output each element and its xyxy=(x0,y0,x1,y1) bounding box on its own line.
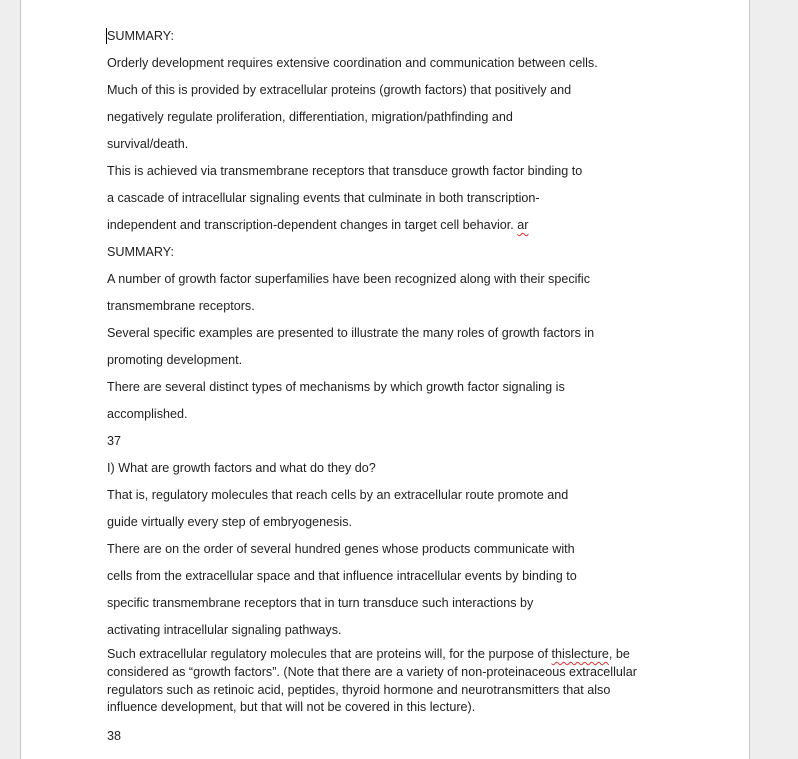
line-text: This is achieved via transmembrane receptors that transduce growth factor binding to xyxy=(107,164,583,178)
paragraph-line[interactable] xyxy=(107,539,687,566)
line-text: 38 xyxy=(107,729,122,744)
section-heading[interactable] xyxy=(107,458,687,485)
paragraph-line[interactable] xyxy=(107,134,687,161)
line-text: cells from the extracellular space and that influence intracellular events by binding to xyxy=(107,569,577,583)
paragraph-line[interactable] xyxy=(107,566,687,593)
line-text: activating intracellular signaling pathways. xyxy=(107,623,342,637)
paragraph-line[interactable] xyxy=(107,107,687,134)
paragraph-line: considered as “growth factors”. (Note that there are a variety of non-proteinaceous extracellular xyxy=(107,664,637,679)
line-text: , be xyxy=(608,647,630,661)
paragraph-line[interactable] xyxy=(107,620,687,644)
document-page[interactable] xyxy=(20,0,750,759)
paragraph-line[interactable] xyxy=(107,512,687,539)
line-text: Much of this is provided by extracellular proteins (growth factors) that positively and xyxy=(107,83,572,97)
line-text: That is, regulatory molecules that reach cells by an extracellular route promote and xyxy=(107,488,569,502)
misspelled-word[interactable]: thislecture xyxy=(551,647,609,661)
line-text: specific transmembrane receptors that in turn transduce such interactions by xyxy=(107,596,534,610)
paragraph-line: influence development, but that will not be covered in this lecture). xyxy=(107,700,476,715)
paragraph-line[interactable] xyxy=(107,269,687,296)
paragraph-line[interactable] xyxy=(107,161,687,188)
heading-text: SUMMARY: xyxy=(107,29,174,43)
line-text: guide virtually every step of embryogenesis. xyxy=(107,515,353,529)
paragraph-line[interactable] xyxy=(107,80,687,107)
final-paragraph[interactable] xyxy=(107,646,672,717)
line-text: negatively regulate proliferation, differentiation, migration/pathfinding and xyxy=(107,110,513,124)
paragraph-line[interactable] xyxy=(107,485,687,512)
heading-summary-2[interactable] xyxy=(107,242,687,269)
paragraph-line[interactable] xyxy=(107,323,687,350)
paragraph-line[interactable] xyxy=(107,188,687,215)
line-text: I) What are growth factors and what do they do? xyxy=(107,461,376,475)
paragraph-line: regulators such as retinoic acid, peptides, thyroid hormone and neurotransmitters that also xyxy=(107,682,611,697)
paragraph-line[interactable] xyxy=(107,296,687,323)
paragraph-line[interactable] xyxy=(107,593,687,620)
misspelled-word[interactable]: ar xyxy=(517,218,529,232)
line-text: Such extracellular regulatory molecules that are proteins will, for the purpose of xyxy=(107,647,552,661)
line-text: Orderly development requires extensive coordination and communication between cells. xyxy=(107,56,598,70)
line-text: There are on the order of several hundred genes whose products communicate with xyxy=(107,542,575,556)
line-text: accomplished. xyxy=(107,407,188,421)
line-text: transmembrane receptors. xyxy=(107,299,255,313)
line-text: promoting development. xyxy=(107,353,243,367)
paragraph-line[interactable] xyxy=(107,404,687,431)
line-text: independent and transcription-dependent changes in target cell behavior. xyxy=(107,218,518,232)
paragraph-line xyxy=(107,646,672,664)
heading-summary-1[interactable] xyxy=(107,26,687,53)
paragraph-line[interactable] xyxy=(107,53,687,80)
paragraph-line[interactable] xyxy=(107,215,687,242)
line-text: There are several distinct types of mechanisms by which growth factor signaling is xyxy=(107,380,565,394)
paragraph-line[interactable] xyxy=(107,350,687,377)
heading-text: SUMMARY: xyxy=(107,245,174,259)
page-number-37[interactable] xyxy=(107,431,687,458)
line-text: a cascade of intracellular signaling events that culminate in both transcription- xyxy=(107,191,540,205)
line-text: Several specific examples are presented to illustrate the many roles of growth factors in xyxy=(107,326,595,340)
page-number-38[interactable] xyxy=(107,726,687,746)
text-cursor xyxy=(106,28,107,44)
line-text: A number of growth factor superfamilies have been recognized along with their specific xyxy=(107,272,591,286)
document-body[interactable] xyxy=(107,26,687,746)
line-text: survival/death. xyxy=(107,137,189,151)
paragraph-line[interactable] xyxy=(107,377,687,404)
line-text: 37 xyxy=(107,434,122,448)
